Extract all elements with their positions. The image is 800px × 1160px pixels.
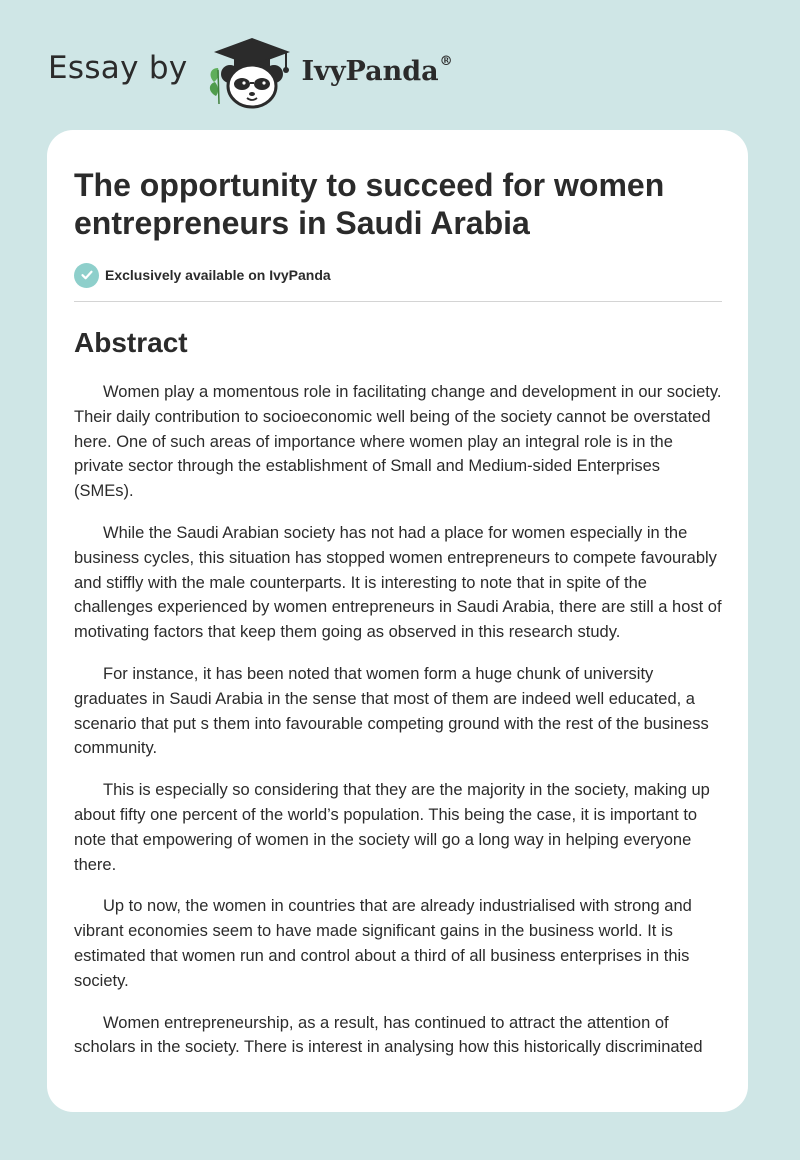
essay-card [47, 130, 748, 1112]
paragraph: Up to now, the women in countries that are already industrialised with strong and vibrant economies seem to have made significant gains in the business world. It is estimated that women run and control about a third of all business enterprises in this society. [74, 897, 692, 990]
exclusive-badge [74, 262, 722, 288]
check-circle-icon [74, 263, 99, 288]
paragraph: Women entrepreneurship, as a result, has continued to attract the attention of scholars in the society. There is interest in analysing how this historically discriminated [74, 1013, 703, 1057]
paragraph: For instance, it has been noted that women form a huge chunk of university graduates in Saudi Arabia in the sense that most of them are indeed well educated, a scenario that put s them into favourable competing ground with the rest of the business community. [74, 664, 709, 758]
section-heading-abstract: Abstract [74, 327, 188, 358]
brand-prefix: Essay by [48, 50, 188, 86]
exclusive-label: Exclusively available on IvyPanda [105, 267, 331, 283]
registered-mark: ® [439, 53, 453, 69]
paragraph: Women play a momentous role in facilitating change and development in our society. Their daily contribution to socioeconomic well being of the society cannot be overstated here. One of such areas of importance where women play an integral role is in the private sector through the establishment of Small and Medium-sided Enterprises (SMEs). [74, 383, 722, 501]
paragraph: This is especially so considering that they are the majority in the society, making up about fifty one percent of the world’s population. This being the case, it is important to note that empowering of women in the society will go a long way in helping everyone there. [74, 781, 710, 874]
brand-name[interactable]: IvyPanda® [301, 53, 453, 87]
site-header [48, 34, 453, 110]
panda-logo-icon[interactable] [206, 34, 298, 110]
paragraph: While the Saudi Arabian society has not had a place for women especially in the business cycles, this situation has stopped women entrepreneurs to compete favourably and stiffly with the male counterparts. It is interesting to note that in spite of the challenges experienced by women entrepreneurs in Saudi Arabia, there are still a host of motivating factors that keep them going as observed in this research study. [74, 523, 722, 642]
page-title: The opportunity to succeed for women entrepreneurs in Saudi Arabia [74, 167, 665, 241]
abstract-body [74, 380, 722, 1060]
divider [74, 301, 722, 302]
